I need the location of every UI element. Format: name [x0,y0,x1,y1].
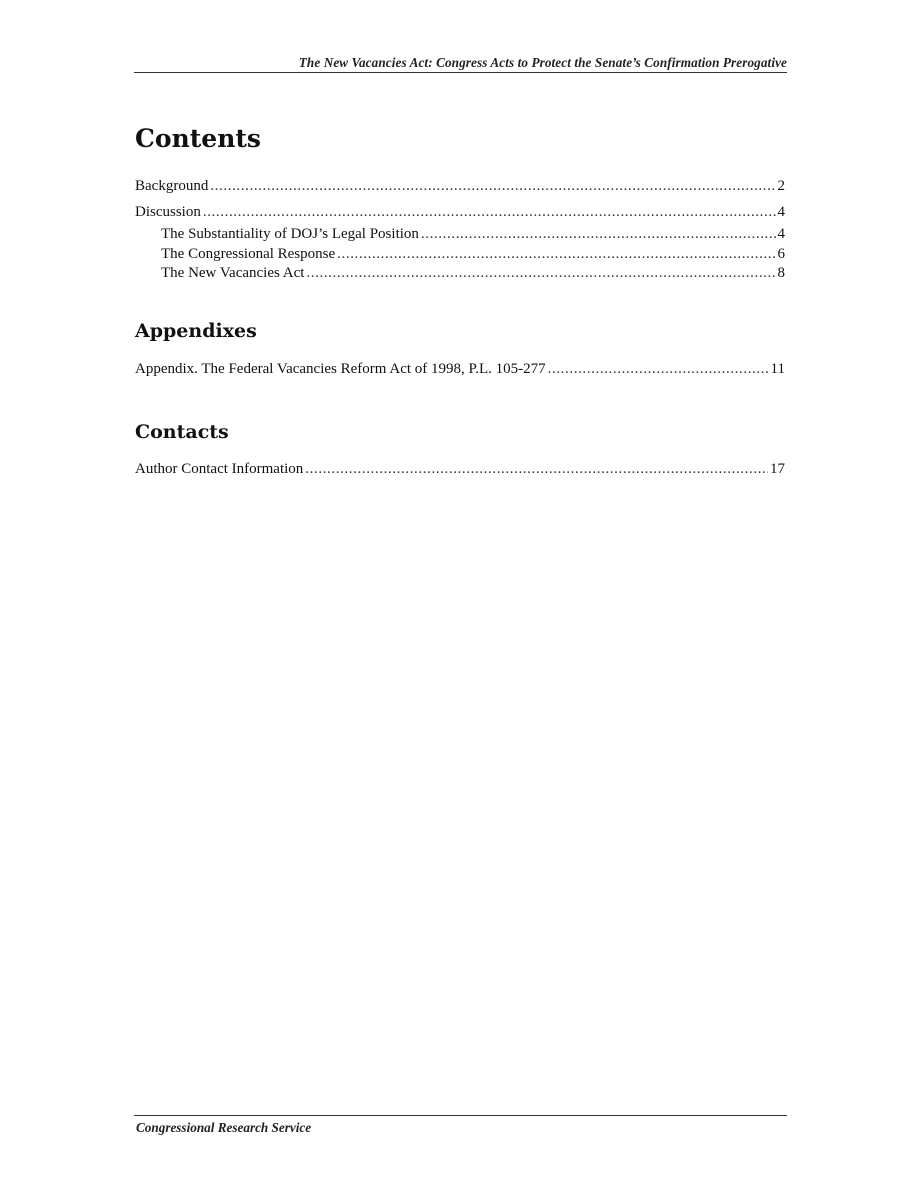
dot-leader [203,202,776,222]
toc-entry-label: Appendix. The Federal Vacancies Reform Act of 1998, P.L. 105-277 [135,361,546,377]
dot-leader [421,224,776,244]
toc-entry-page: 6 [777,246,785,262]
toc-entry-page: 4 [777,226,785,242]
running-header: The New Vacancies Act: Congress Acts to Protect the Senate’s Confirmation Prerogative [298,55,787,70]
header-divider [134,72,787,73]
toc-entry-substantiality[interactable] [161,224,785,244]
toc-entry-new-vacancies-act[interactable] [161,263,785,283]
dot-leader [305,459,768,479]
toc-entry-appendix[interactable] [135,359,785,379]
running-footer: Congressional Research Service [136,1120,312,1135]
toc-entry-label: Background [135,178,209,194]
toc-entry-page: 4 [777,204,785,220]
toc-entry-label: The New Vacancies Act [161,265,305,281]
toc-entry-background[interactable] [135,176,785,196]
contents-heading: Contents [135,124,262,153]
appendixes-heading: Appendixes [135,320,257,342]
dot-leader [306,263,775,283]
toc-entry-discussion[interactable] [135,202,785,222]
toc-entry-page: 11 [770,361,785,377]
dot-leader [548,359,769,379]
dot-leader [210,176,775,196]
toc-entry-label: The Congressional Response [161,246,336,262]
toc-entry-page: 17 [770,461,785,477]
footer-divider [134,1115,787,1116]
toc-entry-label: The Substantiality of DOJ’s Legal Position [161,226,419,242]
toc-entry-congressional-response[interactable] [161,244,785,264]
toc-entry-author-contact[interactable] [135,459,785,479]
toc-entry-page: 2 [777,178,785,194]
toc-entry-label: Author Contact Information [135,461,304,477]
toc-entry-label: Discussion [135,204,201,220]
toc-entry-page: 8 [777,265,785,281]
contacts-heading: Contacts [135,421,229,443]
dot-leader [337,244,775,264]
